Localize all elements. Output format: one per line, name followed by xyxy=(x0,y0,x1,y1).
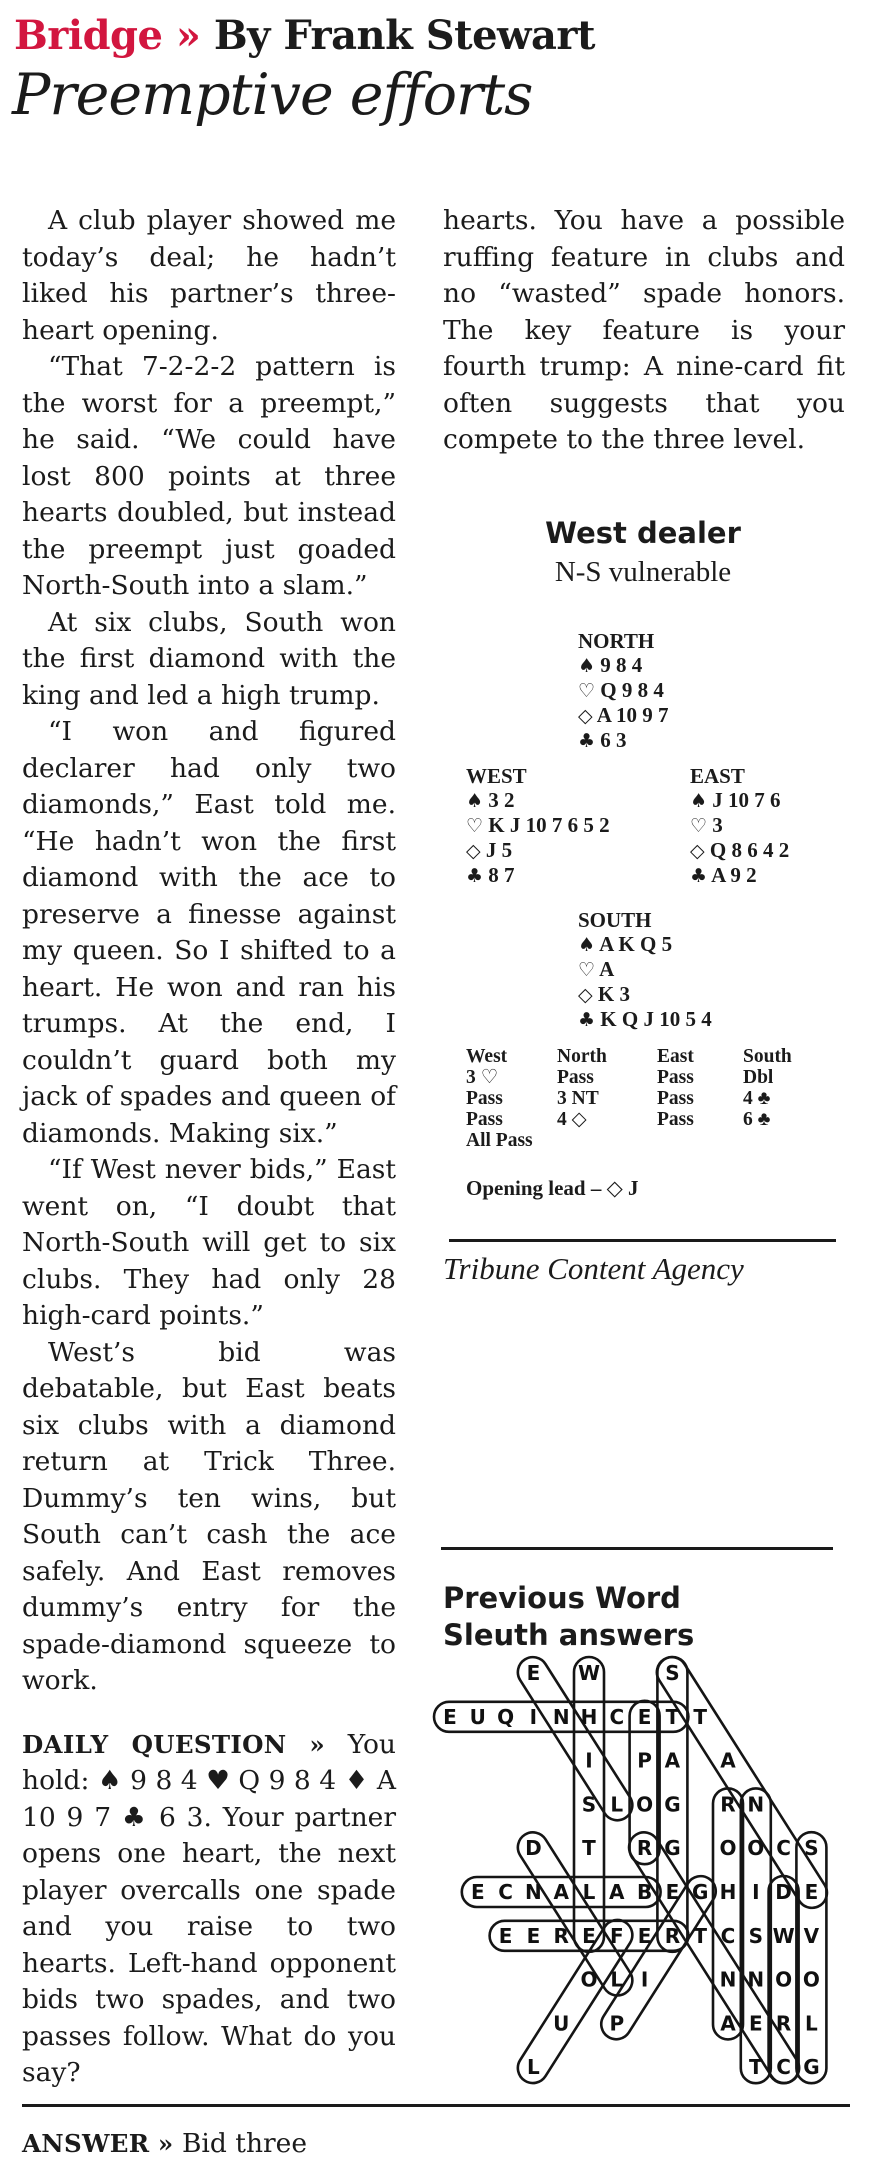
cards: 3 xyxy=(712,813,723,837)
answer-loop-anchor xyxy=(713,1788,743,2039)
grid-letter: E xyxy=(666,1880,680,1904)
suit-line xyxy=(578,932,712,957)
grid-letter: T xyxy=(749,2055,763,2079)
grid-letter: R xyxy=(553,1924,568,1948)
opening-lead: Opening lead – ◇ J xyxy=(466,1176,639,1201)
grid-letter: L xyxy=(610,1792,623,1816)
cards: 8 7 xyxy=(488,863,514,887)
suit-line xyxy=(578,1007,712,1032)
cards: K J 10 7 6 5 2 xyxy=(488,813,609,837)
hand-label: SOUTH xyxy=(578,908,712,932)
grid-letter: E xyxy=(443,1705,457,1729)
auction-col: West xyxy=(466,1046,557,1067)
grid-letter: U xyxy=(553,2011,569,2035)
grid-letter: C xyxy=(609,1705,624,1729)
suit-line xyxy=(578,728,668,753)
bid xyxy=(743,1130,823,1151)
grid-letter: E xyxy=(638,1705,652,1729)
grid-letter: P xyxy=(637,1749,652,1773)
bid: Pass xyxy=(466,1088,557,1109)
grid-letter: O xyxy=(636,1792,653,1816)
grid-letter: N xyxy=(747,1792,764,1816)
agency-credit: Tribune Content Agency xyxy=(443,1251,843,1287)
club-icon: ♣ xyxy=(578,1009,595,1031)
auction-col: North xyxy=(557,1046,657,1067)
grid-letter: A xyxy=(720,1749,736,1773)
bid: 4 ♣ xyxy=(743,1088,823,1109)
grid-letter: S xyxy=(804,1836,818,1860)
cards: J 10 7 6 xyxy=(712,788,780,812)
auction-col: East xyxy=(657,1046,743,1067)
bid: Pass xyxy=(657,1067,743,1088)
grid-letter: H xyxy=(581,1705,598,1729)
grid-letter: T xyxy=(693,1924,707,1948)
suit-line xyxy=(578,678,668,703)
bid xyxy=(557,1130,657,1151)
bid: 6 ♣ xyxy=(743,1109,823,1130)
grid-letter: E xyxy=(805,1880,819,1904)
grid-letter: I xyxy=(641,1968,648,1992)
grid-letter: T xyxy=(693,1705,707,1729)
grid-letter: E xyxy=(638,1924,652,1948)
grid-letter: W xyxy=(578,1661,600,1685)
grid-letter: U xyxy=(470,1705,486,1729)
vulnerability-line: N-S vulnerable xyxy=(443,556,843,589)
auction-table xyxy=(466,1046,836,1151)
hand-north xyxy=(578,629,668,753)
grid-letter: O xyxy=(747,1836,764,1860)
word-sleuth-title-line1: Previous Word xyxy=(443,1580,843,1617)
grid-letter: W xyxy=(773,1924,795,1948)
hand-south xyxy=(578,908,712,1032)
grid-letter: Q xyxy=(497,1705,514,1729)
left-text-column xyxy=(22,203,396,2162)
hand-west xyxy=(466,764,610,888)
cards: A 10 9 7 xyxy=(597,703,669,727)
suit-line xyxy=(690,863,789,888)
cards: 9 8 4 xyxy=(600,653,642,677)
paragraph: “I won and figured declarer had only two diamonds,” East told me. “He hadn’t won the first diamond with the ace to preserve a finesse against my queen. So I shifted to a heart. He won and ran his trumps. At the end, I couldn’t guard both my jack of spades and queen of diamonds. Making six.” xyxy=(22,714,396,1152)
auction-row xyxy=(466,1088,836,1109)
bottom-rule xyxy=(22,2104,850,2107)
bid: Pass xyxy=(657,1088,743,1109)
grid-letter: I xyxy=(530,1705,537,1729)
grid-letter: A xyxy=(609,1880,625,1904)
diamond-icon: ◇ xyxy=(578,984,593,1006)
word-sleuth-grid xyxy=(400,1628,866,2106)
grid-letter: O xyxy=(719,1836,736,1860)
grid-letter: L xyxy=(805,2011,818,2035)
spade-icon: ♠ xyxy=(578,934,595,956)
auction-col: South xyxy=(743,1046,823,1067)
bid xyxy=(657,1130,743,1151)
right-text-column xyxy=(443,203,845,459)
grid-letter: I xyxy=(752,1880,759,1904)
suit-line xyxy=(578,653,668,678)
heart-icon: ♡ xyxy=(578,959,595,981)
grid-letter: L xyxy=(527,2055,540,2079)
masthead xyxy=(14,12,854,59)
paragraph: At six clubs, South won the first diamond with the king and led a high trump. xyxy=(22,605,396,715)
grid-letter: A xyxy=(553,1880,569,1904)
grid-letter: L xyxy=(583,1880,596,1904)
column-headline: Preemptive efforts xyxy=(12,62,852,128)
cards: K Q J 10 5 4 xyxy=(600,1007,711,1031)
bid: 3 NT xyxy=(557,1088,657,1109)
grid-letter: E xyxy=(499,1924,513,1948)
suit-line xyxy=(466,838,610,863)
divider xyxy=(449,1239,836,1242)
paragraph: hearts. You have a possible ruffing feature in clubs and no “wasted” spade honors. The key feature is your fourth trump: A nine-card fit often suggests that you compete to the three level. xyxy=(443,203,845,459)
grid-letter: P xyxy=(609,2011,624,2035)
grid-letter: N xyxy=(720,1968,737,1992)
grid-letter: F xyxy=(610,1924,624,1948)
byline: By Frank Stewart xyxy=(214,12,595,59)
word-sleuth-title-line2: Sleuth answers xyxy=(443,1617,843,1654)
cards: 6 3 xyxy=(600,728,626,752)
grid-letter: S xyxy=(582,1792,596,1816)
grid-letter: A xyxy=(720,2011,736,2035)
answer-text: Bid three xyxy=(182,2128,307,2159)
daily-question-label: DAILY QUESTION xyxy=(22,1730,287,1759)
paragraph: “That 7-2-2-2 pattern is the worst for a preempt,” he said. “We could have lost 800 points at three hearts doubled, but instead the preempt just goaded North-South into a slam.” xyxy=(22,349,396,605)
diamond-icon: ◇ xyxy=(466,840,481,862)
heart-icon: ♡ xyxy=(466,815,483,837)
grid-letter: C xyxy=(776,2055,791,2079)
club-icon: ♣ xyxy=(690,865,707,887)
diamond-icon: ◇ xyxy=(690,840,705,862)
grid-letter: O xyxy=(775,1968,792,1992)
dealer-line: West dealer xyxy=(443,516,843,550)
grid-letter: G xyxy=(664,1836,680,1860)
grid-letter: B xyxy=(637,1880,652,1904)
section-name: Bridge xyxy=(14,12,162,59)
bid: 4 ◇ xyxy=(557,1109,657,1130)
grid-letter: E xyxy=(527,1661,541,1685)
suit-line xyxy=(578,703,668,728)
daily-question-separator-icon: » xyxy=(309,1730,325,1759)
spade-icon: ♠ xyxy=(578,655,595,677)
grid-letter: C xyxy=(721,1924,736,1948)
auction-row xyxy=(466,1067,836,1088)
grid-letter: A xyxy=(665,1749,681,1773)
answer-label: ANSWER xyxy=(22,2129,149,2158)
grid-letter: E xyxy=(527,1924,541,1948)
suit-line xyxy=(690,838,789,863)
cards: A 9 2 xyxy=(711,863,757,887)
paragraph: A club player showed me today’s deal; he hadn’t liked his partner’s three-heart opening. xyxy=(22,203,396,349)
cards: A K Q 5 xyxy=(599,932,672,956)
grid-letter: L xyxy=(610,1968,623,1992)
bid: All Pass xyxy=(466,1130,557,1151)
grid-letter: R xyxy=(665,1924,680,1948)
bid: 3 ♡ xyxy=(466,1067,557,1088)
suit-line xyxy=(578,957,712,982)
club-icon: ♣ xyxy=(578,730,595,752)
hand-label: EAST xyxy=(690,764,789,788)
bid: Pass xyxy=(557,1067,657,1088)
paragraph: “If West never bids,” East went on, “I doubt that North-South will get to six clubs. They had only 28 high-card points.” xyxy=(22,1152,396,1335)
auction-row xyxy=(466,1130,836,1151)
grid-letter: R xyxy=(637,1836,652,1860)
paragraph: West’s bid was debatable, but East beats six clubs with a diamond return at Trick Three. Dummy’s ten wins, but South can’t cash the ace safely. And East removes dummy’s entry for the spade-diamond squeeze to work. xyxy=(22,1335,396,1700)
hand-label: WEST xyxy=(466,764,610,788)
grid-letter: D xyxy=(525,1836,542,1860)
answer-line xyxy=(22,2126,396,2162)
grid-letter: T xyxy=(666,1705,680,1729)
grid-letter: I xyxy=(585,1749,592,1773)
grid-letter: T xyxy=(582,1836,596,1860)
suit-line xyxy=(466,788,610,813)
suit-line xyxy=(690,813,789,838)
grid-letter: O xyxy=(580,1968,597,1992)
suit-line xyxy=(578,982,712,1007)
grid-letter: E xyxy=(749,2011,763,2035)
bid: Pass xyxy=(657,1109,743,1130)
suit-line xyxy=(466,863,610,888)
heart-icon: ♡ xyxy=(578,680,595,702)
grid-letter: O xyxy=(803,1968,820,1992)
grid-letter: G xyxy=(692,1880,708,1904)
grid-letter: N xyxy=(525,1880,542,1904)
cards: Q 9 8 4 xyxy=(600,678,664,702)
bid: Pass xyxy=(466,1109,557,1130)
diamond-icon: ◇ xyxy=(578,705,593,727)
cards: J 5 xyxy=(486,838,512,862)
grid-letter: R xyxy=(776,2011,791,2035)
daily-question-text: You hold: ♠ 9 8 4 ♥ Q 9 8 4 ♦ A 10 9 7 ♣ 6 3. Your partner opens one heart, the next player overcalls one spade and you raise to two hearts. Left-hand opponent bids two spades, and two passes follow. What do you say? xyxy=(22,1729,396,2089)
grid-letter: G xyxy=(664,1792,680,1816)
grid-letter: N xyxy=(553,1705,570,1729)
grid-letter: E xyxy=(471,1880,485,1904)
grid-letter: N xyxy=(747,1968,764,1992)
divider xyxy=(441,1547,833,1550)
grid-letter: V xyxy=(804,1924,820,1948)
answer-separator-icon: » xyxy=(158,2129,174,2158)
grid-letter: S xyxy=(665,1661,679,1685)
cards: A xyxy=(599,957,614,981)
grid-letter: S xyxy=(749,1924,763,1948)
answer-loop-gloves xyxy=(796,1832,826,2083)
cards: Q 8 6 4 2 xyxy=(710,838,789,862)
cards: 3 2 xyxy=(488,788,514,812)
hand-east xyxy=(690,764,789,888)
hand-label: NORTH xyxy=(578,629,668,653)
suit-line xyxy=(690,788,789,813)
masthead-separator-icon: » xyxy=(176,12,201,59)
heart-icon: ♡ xyxy=(690,815,707,837)
grid-letter: D xyxy=(775,1880,792,1904)
grid-letter: H xyxy=(720,1880,737,1904)
club-icon: ♣ xyxy=(466,865,483,887)
bid: Dbl xyxy=(743,1067,823,1088)
grid-letter: G xyxy=(803,2055,819,2079)
grid-letter: C xyxy=(776,1836,791,1860)
auction-row xyxy=(466,1109,836,1130)
cards: K 3 xyxy=(598,982,630,1006)
daily-question xyxy=(22,1727,396,2092)
spade-icon: ♠ xyxy=(466,790,483,812)
auction-header-row xyxy=(466,1046,836,1067)
grid-letter: C xyxy=(498,1880,513,1904)
spade-icon: ♠ xyxy=(690,790,707,812)
grid-letter: E xyxy=(582,1924,596,1948)
suit-line xyxy=(466,813,610,838)
grid-letter: R xyxy=(720,1792,735,1816)
